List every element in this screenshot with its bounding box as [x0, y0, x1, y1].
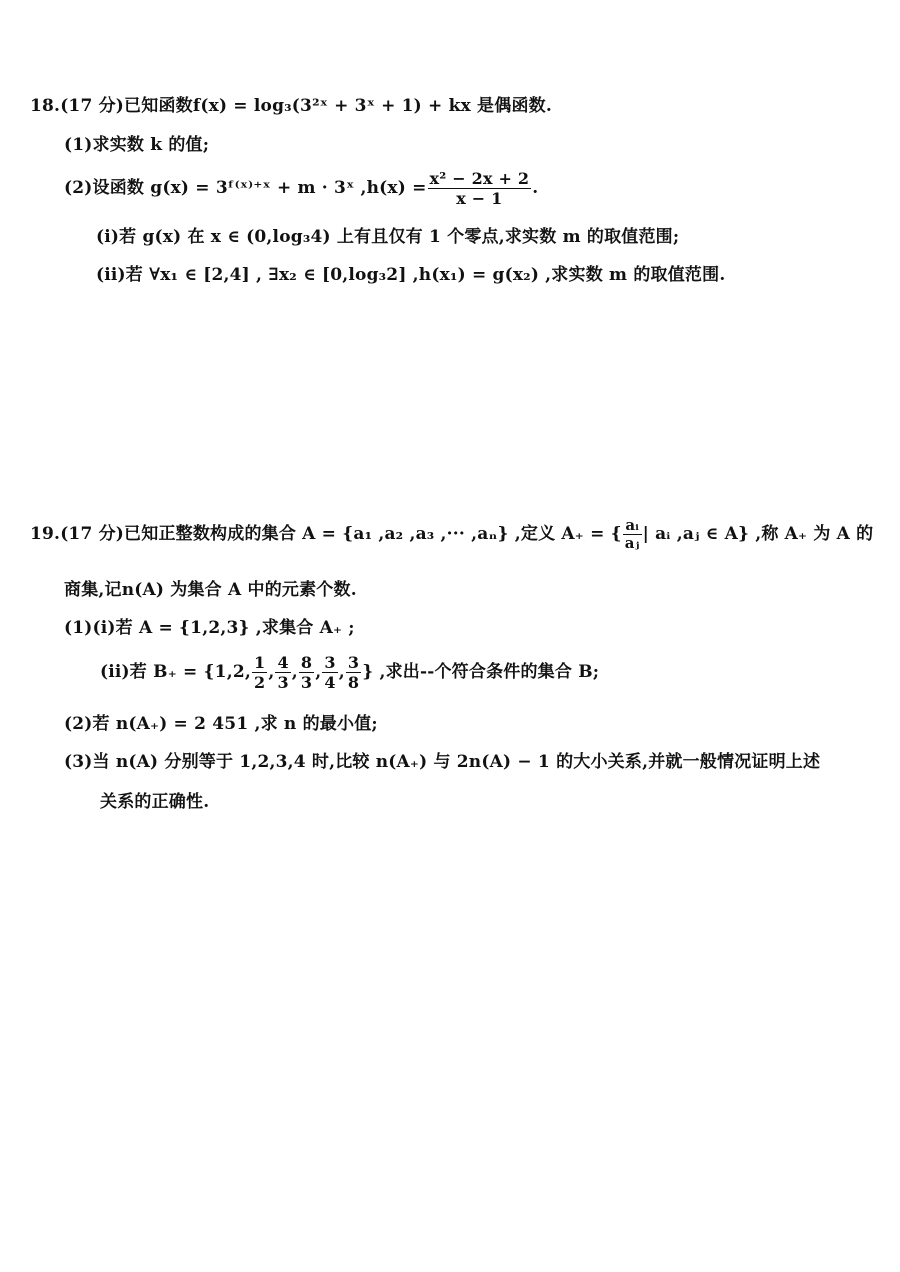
set-fraction-numerator: 4: [277, 653, 289, 672]
q18-part2-i-text: (i)若 g(x) 在 x ∈ (0,log₃4) 上有且仅有 1 个零点,求实数 m 的取值范围;: [96, 227, 680, 247]
q18-stem: (17 分)已知函数f(x) = log₃(3²ˣ + 3ˣ + 1) + kx 是偶函数.: [60, 96, 552, 116]
set-fraction: [252, 653, 267, 692]
q19-part3-text-cont: 关系的正确性.: [100, 792, 210, 812]
set-fraction-denominator: 3: [277, 673, 289, 692]
set-fraction-denominator: 3: [300, 673, 313, 692]
q19-ratio-denominator: aⱼ: [624, 534, 640, 552]
q19-part3-line1: [64, 750, 820, 774]
set-fraction: [322, 653, 337, 692]
q18-part2-suffix: .: [532, 178, 539, 198]
q19-part1-i-text: (1)(i)若 A = {1,2,3} ,求集合 A₊ ;: [64, 618, 355, 638]
q18-part2-prefix: (2)设函数 g(x) = 3ᶠ⁽ˣ⁾⁺ˣ + m · 3ˣ ,h(x) =: [64, 178, 427, 198]
q19-part3-text: (3)当 n(A) 分别等于 1,2,3,4 时,比较 n(A₊) 与 2n(A) − 1 的大小关系,并就一般情况证明上述: [64, 752, 821, 772]
q19-part2: [64, 712, 378, 736]
q18-part2-ii: [96, 263, 725, 287]
set-comma: ,: [268, 662, 275, 682]
q18-part2-i: [96, 225, 679, 249]
q19-part3-line2: [100, 790, 209, 814]
set-fraction-denominator: 4: [324, 673, 336, 692]
q19-part2-text: (2)若 n(A₊) = 2 451 ,求 n 的最小值;: [64, 714, 378, 734]
set-fraction: [346, 653, 361, 692]
q19-part1-ii-prefix: (ii)若 B₊ = {1,2,: [100, 662, 251, 682]
q19-part1-i: [64, 616, 355, 640]
q18-part2: [64, 168, 538, 208]
q19-ratio-fraction: [623, 517, 642, 552]
set-fraction-denominator: 2: [253, 673, 266, 692]
set-fraction-denominator: 8: [347, 673, 360, 692]
q19-ratio-numerator: aᵢ: [623, 517, 642, 535]
q18-part2-ii-text: (ii)若 ∀x₁ ∈ [2,4] , ∃x₂ ∈ [0,log₃2] ,h(x₁) = g(x₂) ,求实数 m 的取值范围.: [96, 265, 726, 285]
set-comma: ,: [338, 662, 345, 682]
q19-stem-line2: [64, 578, 357, 602]
q19-number: 19.: [30, 524, 61, 544]
q19-part1-ii: [100, 652, 599, 692]
set-fraction: [299, 653, 314, 692]
set-comma: ,: [291, 662, 298, 682]
q18-part1-text: (1)求实数 k 的值;: [64, 135, 210, 155]
set-comma: ,: [315, 662, 322, 682]
set-fraction-numerator: 8: [300, 653, 313, 672]
q18-h-fraction: [428, 169, 532, 208]
q19-part1-ii-suffix: } ,求出--个符合条件的集合 B;: [362, 662, 600, 682]
set-fraction-numerator: 3: [347, 653, 360, 672]
set-fraction-numerator: 1: [253, 653, 266, 672]
q19-fraction-list: [251, 653, 362, 692]
q18-h-denominator: x − 1: [456, 189, 503, 208]
q19-stem-line2-text: 商集,记n(A) 为集合 A 中的元素个数.: [64, 580, 357, 600]
set-fraction-numerator: 3: [324, 653, 336, 672]
q18-stem-line: [30, 94, 552, 118]
q18-h-numerator: x² − 2x + 2: [429, 169, 530, 188]
q18-number: 18.: [30, 96, 61, 116]
q18-part1: [64, 133, 209, 157]
q19-stem-prefix: (17 分)已知正整数构成的集合 A = {a₁ ,a₂ ,a₃ ,··· ,aₙ} ,定义 A₊ = {: [60, 524, 622, 544]
q19-stem-line: [30, 514, 873, 554]
set-fraction: [275, 653, 290, 692]
q19-stem-suffix: | aᵢ ,aⱼ ∈ A} ,称 A₊ 为 A 的: [642, 524, 874, 544]
